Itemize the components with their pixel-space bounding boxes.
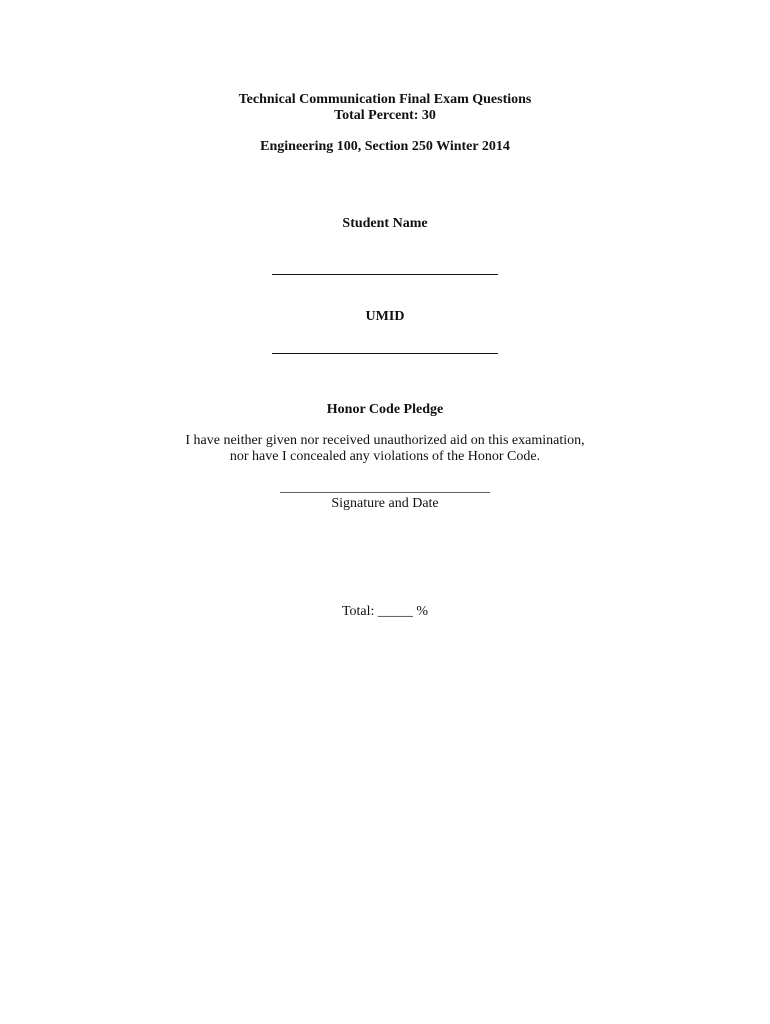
signature-blank[interactable]: ______________________________ (280, 480, 490, 495)
total-percent: Total Percent: 30 (334, 108, 436, 123)
student-name-blank[interactable] (272, 274, 498, 275)
honor-code-heading: Honor Code Pledge (326, 402, 444, 417)
umid-blank[interactable] (272, 353, 498, 354)
signature-label: Signature and Date (331, 496, 439, 511)
umid-label: UMID (365, 309, 405, 324)
honor-code-pledge-line-2: nor have I concealed any violations of the Honor Code. (229, 449, 541, 464)
student-name-label: Student Name (342, 216, 428, 231)
exam-title: Technical Communication Final Exam Questions (238, 92, 532, 107)
honor-code-pledge-line-1: I have neither given nor received unauthorized aid on this examination, (185, 433, 585, 448)
course-info: Engineering 100, Section 250 Winter 2014 (260, 139, 510, 154)
total-score: Total: _____ % (341, 604, 429, 619)
